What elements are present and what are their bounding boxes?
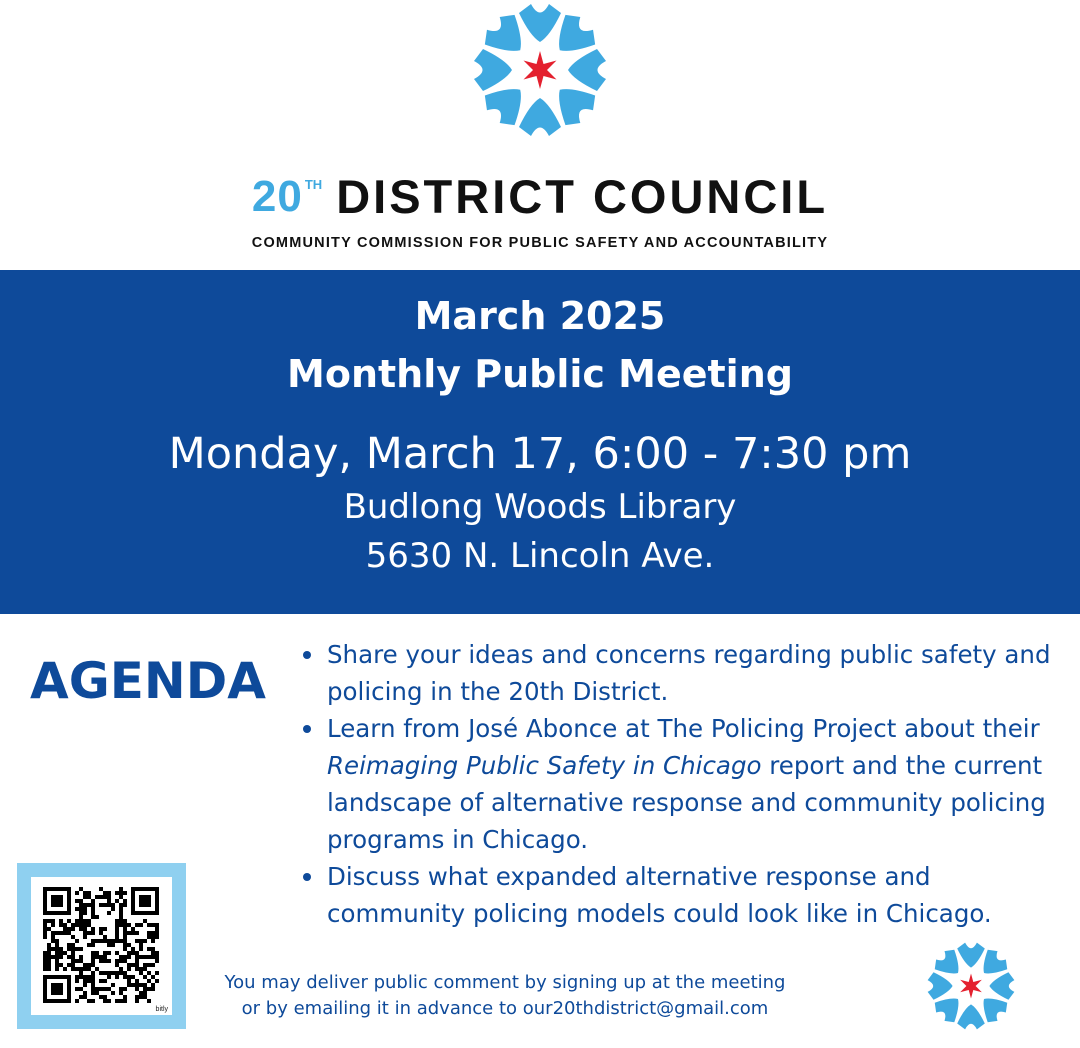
comment-line-2: or by emailing it in advance to our20thdistrict@gmail.com: [241, 998, 769, 1019]
title-main: DISTRICT COUNCIL: [336, 170, 829, 223]
title-number: 20: [251, 172, 303, 221]
qr-shortlink-tag: bitly: [155, 1006, 168, 1013]
qr-code-frame[interactable]: [17, 863, 186, 1029]
commission-subtitle: COMMUNITY COMMISSION FOR PUBLIC SAFETY AND ACCOUNTABILITY: [251, 235, 829, 251]
public-comment-note: [200, 970, 810, 1022]
agenda-item: [300, 636, 1070, 710]
agenda-item-suffix: report and the current landscape of alternative response and community policing programs in Chicago.: [327, 751, 1046, 854]
agenda-item: [300, 858, 1070, 932]
agenda-item-text: Discuss what expanded alternative response and community policing models could look like in Chicago.: [327, 862, 992, 928]
meeting-banner: [0, 270, 1080, 614]
agenda-list: [300, 636, 1070, 932]
meeting-venue: Budlong Woods Library: [343, 487, 737, 527]
meeting-datetime: Monday, March 17, 6:00 - 7:30 pm: [168, 429, 912, 479]
banner-month: March 2025: [414, 294, 666, 338]
council-logo-icon: [470, 0, 610, 140]
report-title: Reimaging Public Safety in Chicago: [327, 751, 762, 780]
banner-meeting-name: Monthly Public Meeting: [287, 352, 793, 396]
agenda-heading: AGENDA: [30, 652, 266, 710]
agenda-item-prefix: Learn from José Abonce at The Policing Project about their: [327, 714, 1040, 743]
qr-code-area[interactable]: [31, 877, 172, 1015]
comment-line-1: You may deliver public comment by signing up at the meeting: [224, 972, 786, 993]
agenda-item-text: Share your ideas and concerns regarding public safety and policing in the 20th District.: [327, 640, 1051, 706]
council-title: [0, 168, 1080, 228]
meeting-address: 5630 N. Lincoln Ave.: [365, 536, 715, 576]
qr-code-icon[interactable]: [43, 887, 159, 1003]
agenda-item: [300, 710, 1070, 858]
title-superscript: TH: [304, 177, 323, 192]
council-logo-small-icon: [925, 940, 1017, 1032]
